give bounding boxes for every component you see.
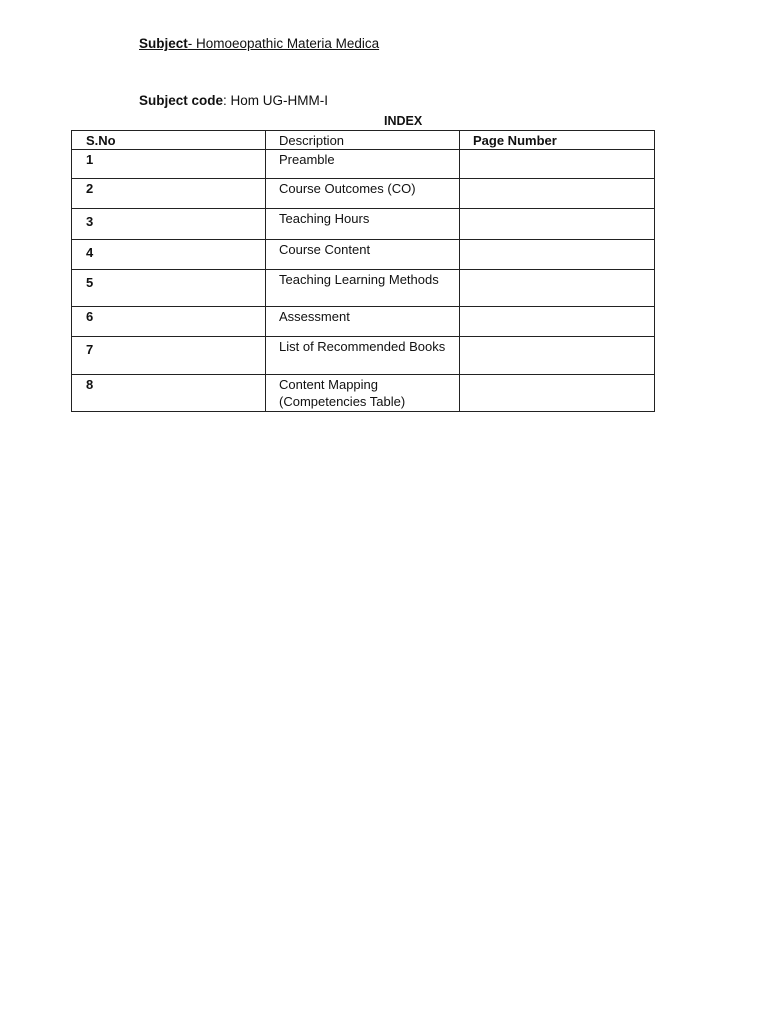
row-sno: 2 [86, 181, 94, 196]
header-sno [72, 131, 266, 150]
cell-sno [72, 337, 266, 375]
cell-page [460, 179, 655, 209]
cell-description [266, 270, 460, 307]
cell-page [460, 270, 655, 307]
table-row [72, 209, 655, 240]
row-sno: 8 [86, 377, 94, 392]
table-header-row [72, 131, 655, 150]
cell-page [460, 337, 655, 375]
cell-page [460, 240, 655, 270]
row-description: Teaching Hours [279, 211, 370, 226]
cell-sno [72, 307, 266, 337]
subject-heading [139, 36, 379, 51]
subject-code-label: Subject code [139, 93, 224, 108]
table-row [72, 307, 655, 337]
cell-description [266, 240, 460, 270]
cell-sno [72, 209, 266, 240]
cell-page [460, 375, 655, 412]
row-description: Course Content [279, 242, 371, 257]
cell-page [460, 209, 655, 240]
table-row [72, 337, 655, 375]
subject-label: Subject [139, 36, 188, 51]
row-description: Content Mapping (Competencies Table) [279, 377, 406, 409]
cell-sno [72, 240, 266, 270]
row-sno: 7 [86, 342, 94, 357]
subject-code-value: : Hom UG-HMM-I [223, 93, 329, 108]
row-sno: 6 [86, 309, 94, 324]
index-title: INDEX [384, 114, 423, 128]
table-row [72, 240, 655, 270]
header-description-label: Description [279, 133, 345, 148]
row-description: Preamble [279, 152, 335, 167]
row-description: List of Recommended Books [279, 339, 446, 354]
row-sno: 1 [86, 152, 94, 167]
subject-value: - Homoeopathic Materia Medica [187, 36, 380, 51]
table-row [72, 270, 655, 307]
subject-code-heading [139, 93, 328, 108]
cell-sno [72, 270, 266, 307]
index-table [71, 130, 655, 412]
cell-description [266, 179, 460, 209]
cell-sno [72, 179, 266, 209]
header-sno-label: S.No [86, 133, 116, 148]
row-description: Teaching Learning Methods [279, 272, 439, 287]
cell-description [266, 150, 460, 179]
cell-sno [72, 375, 266, 412]
row-sno: 4 [86, 245, 94, 260]
cell-page [460, 150, 655, 179]
row-description: Course Outcomes (CO) [279, 181, 416, 196]
header-description [266, 131, 460, 150]
table-row [72, 375, 655, 412]
cell-description [266, 337, 460, 375]
header-page-number [460, 131, 655, 150]
row-sno: 3 [86, 214, 94, 229]
cell-description [266, 209, 460, 240]
table-row [72, 150, 655, 179]
row-description: Assessment [279, 309, 350, 324]
cell-description [266, 307, 460, 337]
cell-description [266, 375, 460, 412]
table-row [72, 179, 655, 209]
row-sno: 5 [86, 275, 94, 290]
cell-sno [72, 150, 266, 179]
cell-page [460, 307, 655, 337]
header-page-number-label: Page Number [473, 133, 557, 148]
